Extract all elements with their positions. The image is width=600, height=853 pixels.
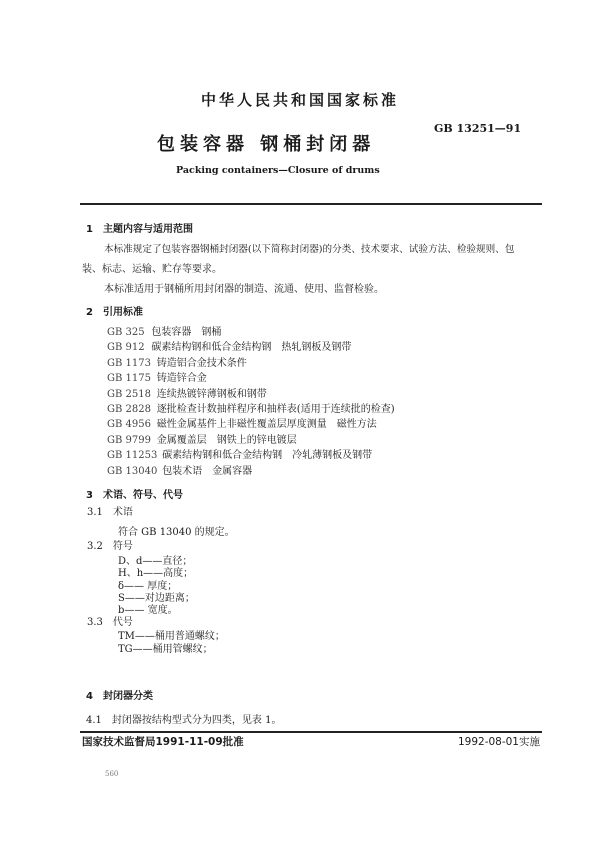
reference-title: 逐批检查计数抽样程序和抽样表(适用于连续批的检查) [156, 404, 395, 415]
approval-line: 国家技术监督局1991-11-09批准 [82, 736, 244, 748]
section-3-heading: 3 术语、符号、代号 [86, 490, 183, 501]
section-2-heading: 2 引用标准 [86, 307, 143, 318]
reference-title: 铸造锌合金 [156, 373, 207, 385]
symbol-item: b—— 宽度。 [118, 605, 178, 616]
symbol-item: S——对边距离； [118, 593, 195, 604]
symbol-item: δ—— 厚度； [118, 581, 178, 592]
reference-title: 碳素结构钢和低合金结构钢 冷轧薄钢板及钢带 [162, 450, 373, 462]
document-title-english: Packing containers—Closure of drums [176, 165, 380, 176]
symbol-item: H、h——高度； [118, 568, 194, 579]
reference-code: GB 1173 [107, 357, 151, 369]
page-number: 560 [105, 770, 119, 778]
code-item: TM——桶用普通螺纹； [118, 631, 225, 642]
reference-code: GB 4956 [107, 419, 151, 431]
reference-code: GB 9799 [107, 434, 151, 446]
section-3-1-text: 符合 GB 13040 的规定。 [118, 527, 235, 538]
reference-title: 包装术语 金属容器 [162, 465, 253, 477]
reference-code: GB 912 [107, 342, 145, 354]
section-3-1-heading: 3.1 术语 [87, 507, 133, 518]
country-standard-label: 中华人民共和国国家标准 [200, 91, 399, 109]
section-3-3-heading: 3.3 代号 [87, 617, 133, 628]
reference-title: 磁性金属基件上非磁性覆盖层厚度测量 磁性方法 [156, 419, 377, 431]
standard-code: GB 13251—91 [434, 122, 522, 135]
reference-title: 铸造铝合金技术条件 [156, 357, 247, 369]
reference-title: 包装容器 钢桶 [151, 327, 222, 338]
section-1-paragraph-cont: 装、标志、运输、贮存等要求。 [82, 264, 222, 275]
reference-code: GB 2828 [107, 404, 151, 415]
reference-code: GB 11253 [107, 450, 158, 462]
footer-divider [80, 731, 542, 733]
reference-title: 碳素结构钢和低合金结构钢 热轧钢板及钢带 [151, 342, 352, 354]
section-3-2-heading: 3.2 符号 [87, 541, 133, 552]
symbol-item: D、d——直径； [118, 556, 193, 567]
reference-code: GB 13040 [107, 465, 158, 477]
reference-code: GB 1175 [107, 373, 151, 385]
document-title: 包装容器 钢桶封闭器 [157, 134, 376, 155]
section-1-paragraph-2: 本标准适用于钢桶所用封闭器的制造、流通、使用、监督检验。 [104, 284, 384, 295]
section-1-paragraph: 本标准规定了包装容器钢桶封闭器(以下简称封闭器)的分类、技术要求、试验方法、检验规则、包 [104, 244, 515, 255]
effective-date: 1992-08-01实施 [457, 736, 540, 748]
section-4-heading: 4 封闭器分类 [86, 691, 153, 702]
reference-code: GB 325 [107, 327, 145, 338]
section-4-1-text: 4.1 封闭器按结构型式分为四类，见表 1。 [86, 715, 282, 726]
reference-title: 连续热镀锌薄钢板和钢带 [156, 388, 267, 400]
reference-code: GB 2518 [107, 388, 151, 400]
reference-title: 金属覆盖层 钢铁上的锌电镀层 [156, 434, 297, 446]
code-item: TG——桶用管螺纹； [118, 644, 213, 655]
header-divider [80, 203, 542, 205]
section-1-heading: 1 主题内容与适用范围 [86, 224, 193, 235]
